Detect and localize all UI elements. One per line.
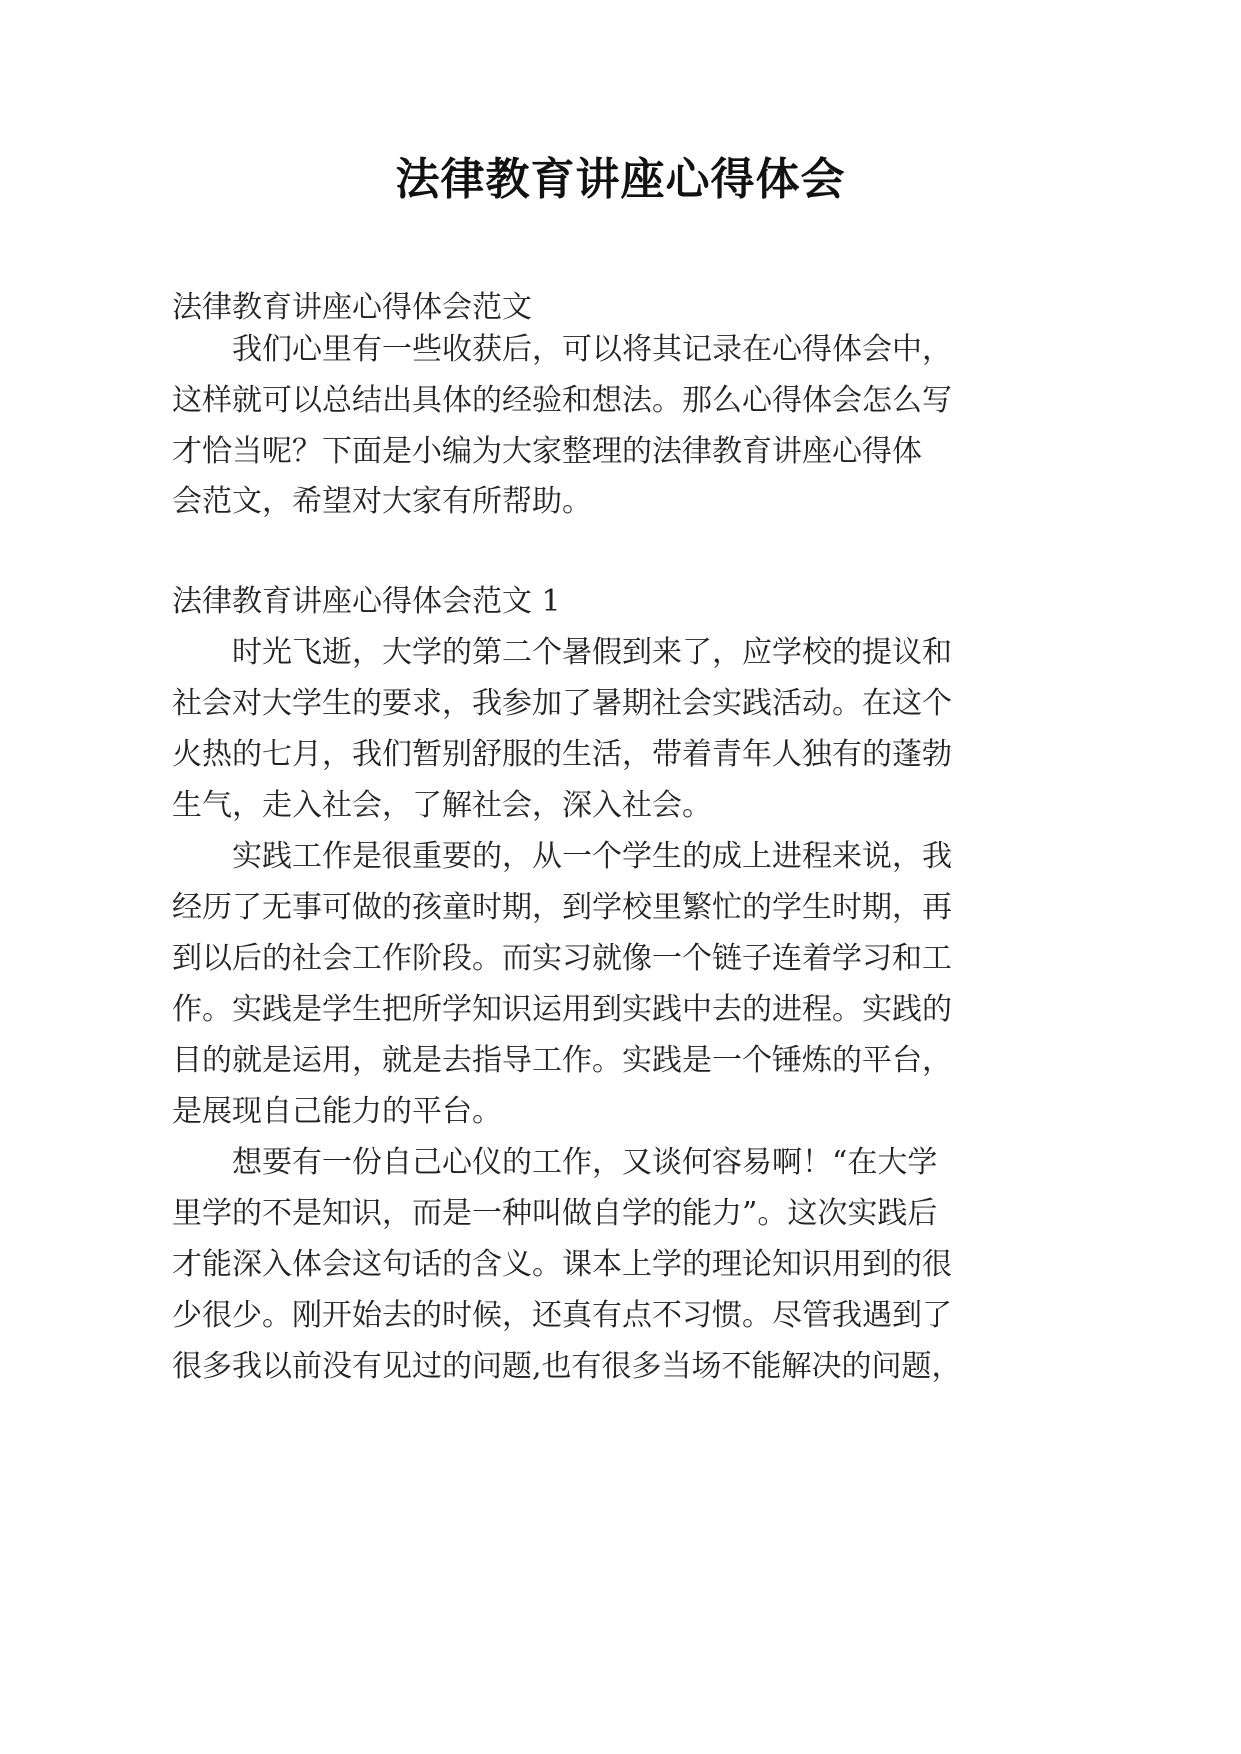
paragraph-line: 里学的不是知识，而是一种叫做自学的能力”。这次实践后 — [172, 1196, 938, 1231]
paragraph-line: 想要有一份自己心仪的工作，又谈何容易啊！“在大学 — [232, 1145, 938, 1180]
paragraph-line: 生气，走入社会，了解社会，深入社会。 — [172, 788, 712, 823]
paragraph-line: 我们心里有一些收获后，可以将其记录在心得体会中， — [232, 332, 952, 367]
paragraph-line: 到以后的社会工作阶段。而实习就像一个链子连着学习和工 — [172, 941, 952, 976]
paragraph-line: 是展现自己能力的平台。 — [172, 1094, 502, 1129]
section-heading: 法律教育讲座心得体会范文 — [172, 290, 532, 325]
paragraph-line: 经历了无事可做的孩童时期，到学校里繁忙的学生时期，再 — [172, 890, 952, 925]
paragraph-line: 时光飞逝，大学的第二个暑假到来了，应学校的提议和 — [232, 635, 952, 670]
section-heading: 法律教育讲座心得体会范文 1 — [172, 584, 561, 619]
paragraph-line: 才能深入体会这句话的含义。课本上学的理论知识用到的很 — [172, 1247, 952, 1282]
paragraph-line: 目的就是运用，就是去指导工作。实践是一个锤炼的平台， — [172, 1043, 952, 1078]
paragraph-line: 作。实践是学生把所学知识运用到实践中去的进程。实践的 — [172, 992, 952, 1027]
paragraph-line: 才恰当呢？下面是小编为大家整理的法律教育讲座心得体 — [172, 434, 922, 469]
paragraph-line: 火热的七月，我们暂别舒服的生活，带着青年人独有的蓬勃 — [172, 737, 952, 772]
paragraph-line: 会范文，希望对大家有所帮助。 — [172, 484, 592, 519]
paragraph-line: 少很少。刚开始去的时候，还真有点不习惯。尽管我遇到了 — [172, 1298, 952, 1333]
paragraph-line: 社会对大学生的要求，我参加了暑期社会实践活动。在这个 — [172, 686, 952, 721]
document-title: 法律教育讲座心得体会 — [395, 154, 846, 205]
paragraph-line: 很多我以前没有见过的问题,也有很多当场不能解决的问题， — [172, 1349, 962, 1384]
paragraph-line: 这样就可以总结出具体的经验和想法。那么心得体会怎么写 — [172, 383, 952, 418]
paragraph-line: 实践工作是很重要的，从一个学生的成上进程来说，我 — [232, 839, 952, 874]
